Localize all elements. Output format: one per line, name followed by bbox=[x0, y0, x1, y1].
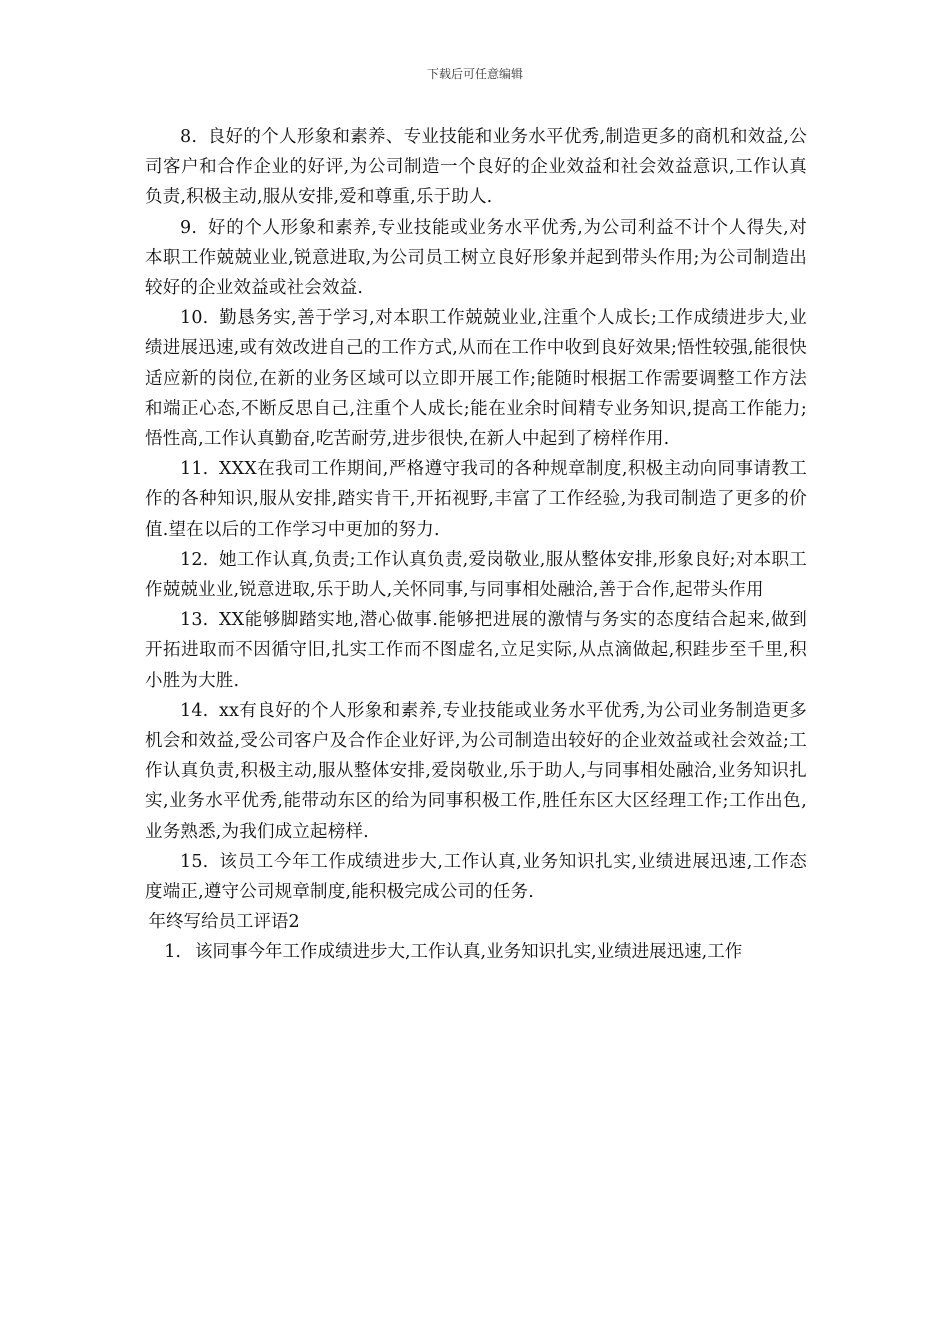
paragraph-number: 13. bbox=[180, 610, 209, 631]
paragraph-13 bbox=[145, 605, 807, 696]
paragraph-11 bbox=[145, 454, 807, 545]
paragraph-number: 8. bbox=[180, 127, 198, 147]
paragraph-text: 她工作认真,负责;工作认真负责,爱岗敬业,服从整体安排,形象良好;对本职工作兢兢业业,锐意进取,乐于助人,关怀同事,与同事相处融洽,善于合作,起带头作用 bbox=[145, 549, 807, 601]
paragraph-text: 好的个人形象和素养,专业技能或业务水平优秀,为公司利益不计个人得失,对本职工作兢兢业业,锐意进取,为公司员工树立良好形象并起到带头作用;为公司制造出较好的企业效益或社会效益. bbox=[145, 217, 807, 299]
paragraph-9 bbox=[145, 213, 807, 304]
paragraph-number: 15. bbox=[180, 851, 209, 872]
paragraph-text: XXX在我司工作期间,严格遵守我司的各种规章制度,积极主动向同事请教工作的各种知识,服从安排,踏实肯干,开拓视野,丰富了工作经验,为我司制造了更多的价值.望在以后的工作学习中更加的努力. bbox=[145, 459, 807, 540]
item-number: 1. bbox=[164, 942, 181, 963]
page-header: 下载后可任意编辑 bbox=[426, 67, 523, 81]
paragraph-14 bbox=[145, 696, 807, 847]
paragraph-number: 9. bbox=[180, 217, 198, 238]
paragraph-text: xx有良好的个人形象和素养,专业技能或业务水平优秀,为公司业务制造更多机会和效益,受公司客户及合作企业好评,为公司制造出较好的企业效益或社会效益;工作认真负责,积极主动,服从整体安排,爱岗敬业,乐于助人,与同事相处融洽,业务知识扎实,业务水平优秀,能带动东区的给为同事积极工作,胜任东区大区经理工作;工作出色,业务熟悉,为我们成立起榜样. bbox=[145, 700, 807, 842]
paragraph-number: 14. bbox=[180, 700, 209, 721]
paragraph-number: 11. bbox=[180, 459, 209, 480]
document-body bbox=[145, 122, 807, 968]
paragraph-text: 良好的个人形象和素养、专业技能和业务水平优秀,制造更多的商机和效益,公司客户和合作企业的好评,为公司制造一个良好的企业效益和社会效益意识,工作认真负责,积极主动,服从安排,爱和尊重,乐于助人. bbox=[145, 127, 807, 208]
paragraph-12 bbox=[145, 545, 807, 605]
paragraph-15 bbox=[145, 847, 807, 907]
item-text: 该同事今年工作成绩进步大,工作认真,业务知识扎实,业绩进展迅速,工作 bbox=[194, 942, 743, 963]
section-title: 年终写给员工评语2 bbox=[148, 912, 300, 933]
paragraph-text: 勤恳务实,善于学习,对本职工作兢兢业业,注重个人成长;工作成绩进步大,业绩进展迅速,或有效改进自己的工作方式,从而在工作中收到良好效果;悟性较强,能很快适应新的岗位,在新的业务区域可以立即开展工作;能随时根据工作需要调整工作方法和端正心态,不断反思自己,注重个人成长;能在业余时间精专业务知识,提高工作能力;悟性高,工作认真勤奋,吃苦耐劳,进步很快,在新人中起到了榜样作用. bbox=[145, 308, 807, 450]
paragraph-text: XX能够脚踏实地,潜心做事.能够把进展的激情与务实的态度结合起来,做到开拓进取而不因循守旧,扎实工作而不图虚名,立足实际,从点滴做起,积跬步至千里,积小胜为大胜. bbox=[145, 610, 807, 691]
paragraph-text: 该员工今年工作成绩进步大,工作认真,业务知识扎实,业绩进展迅速,工作态度端正,遵守公司规章制度,能积极完成公司的任务. bbox=[145, 851, 807, 903]
paragraph-8 bbox=[145, 122, 807, 213]
paragraph-number: 10. bbox=[180, 308, 209, 329]
list-item bbox=[145, 937, 807, 967]
paragraph-10 bbox=[145, 303, 807, 454]
paragraph-number: 12. bbox=[180, 549, 209, 570]
